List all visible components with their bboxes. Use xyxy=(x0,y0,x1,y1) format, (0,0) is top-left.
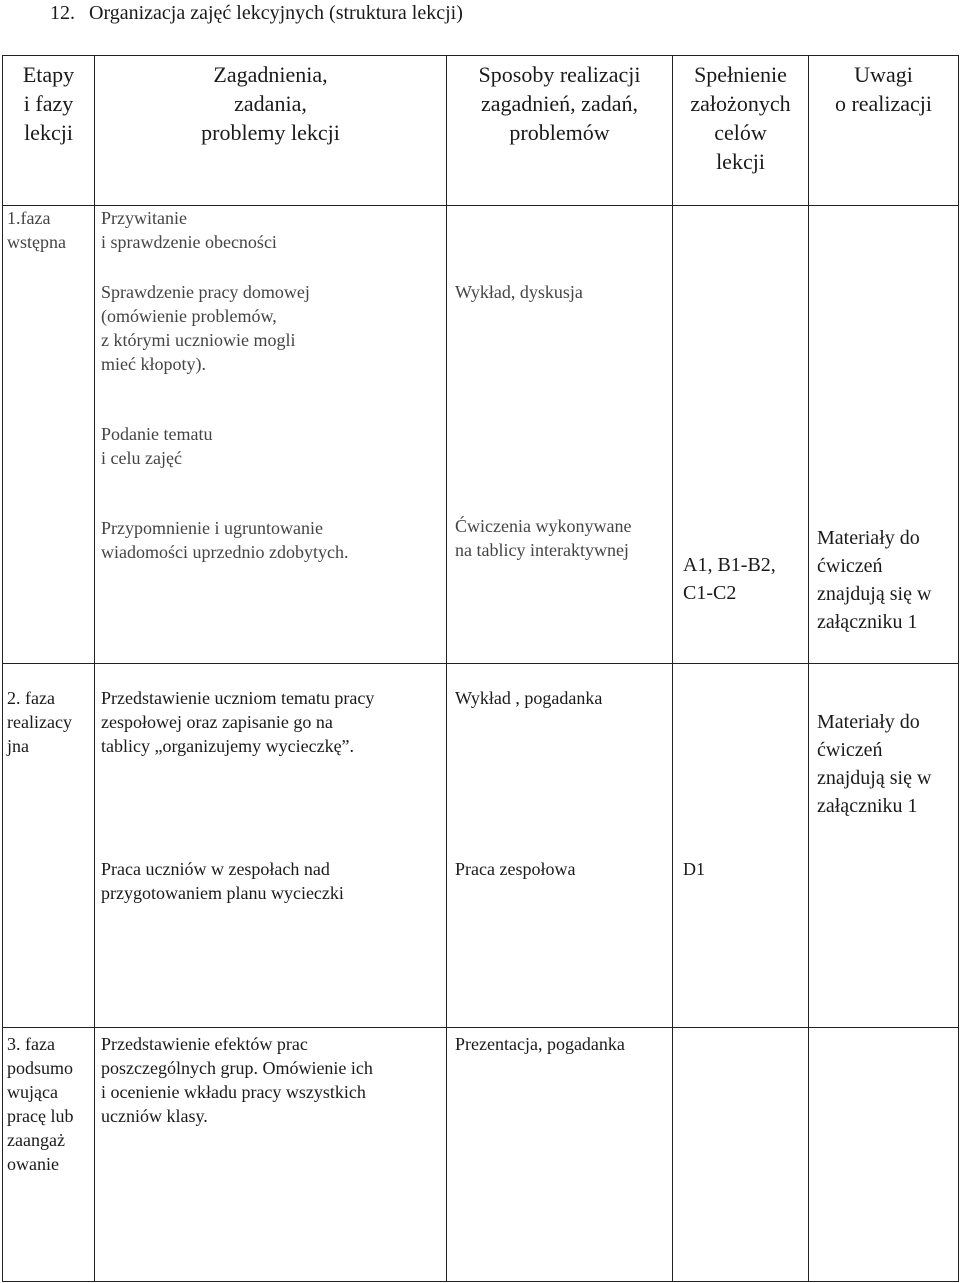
phase-3-goals-empty xyxy=(673,1028,809,1282)
phase-3-notes-empty xyxy=(809,1028,959,1282)
phase-2-stage: 2. faza realizacy jna xyxy=(7,688,72,756)
header-stage: Etapy i fazy lekcji xyxy=(22,62,75,145)
phase-1-topic-greeting: Przywitanie i sprawdzenie obecności xyxy=(101,208,277,252)
phase-1-method-lecture: Wykład, dyskusja xyxy=(455,282,583,302)
phase-2-method-teamwork: Praca zespołowa xyxy=(455,859,576,879)
phase-3-topic: Przedstawienie efektów prac poszczególnych grup. Omówienie ich i ocenienie wkładu pracy wszystkich uczniów klasy. xyxy=(101,1034,373,1126)
phase-1-stage: 1.faza wstępna xyxy=(7,208,66,252)
lesson-structure-table xyxy=(2,55,959,1282)
table-row-phase-1 xyxy=(3,206,959,664)
phase-1-topic-lesson-goal: Podanie tematu i celu zajęć xyxy=(101,424,213,468)
phase-1-notes: Materiały do ćwiczeń znajdują się w załączniku 1 xyxy=(817,527,932,633)
phase-3-method: Prezentacja, pogadanka xyxy=(455,1034,625,1054)
phase-1-topic-revision: Przypomnienie i ugruntowanie wiadomości uprzednio zdobytych. xyxy=(101,518,349,562)
header-notes: Uwagi o realizacji xyxy=(834,62,933,116)
phase-2-method-lecture: Wykład , pogadanka xyxy=(455,688,603,708)
table-row-phase-2 xyxy=(3,664,959,1028)
phase-1-topic-homework: Sprawdzenie pracy domowej (omówienie problemów, z którymi uczniowie mogli mieć kłopoty). xyxy=(101,282,310,374)
table-row-phase-3 xyxy=(3,1028,959,1282)
header-methods: Sposoby realizacji zagadnień, zadań, problemów xyxy=(478,62,641,145)
phase-2-goals: D1 xyxy=(683,859,705,879)
section-title: Organizacja zajęć lekcyjnych (struktura lekcji) xyxy=(89,2,463,24)
header-goals: Spełnienie założonych celów lekcji xyxy=(690,62,791,174)
phase-2-topic-teamwork: Praca uczniów w zespołach nad przygotowaniem planu wycieczki xyxy=(101,859,344,903)
phase-3-stage: 3. faza podsumo wująca pracę lub zaangaż owanie xyxy=(7,1034,74,1174)
phase-1-method-exercises: Ćwiczenia wykonywane na tablicy interaktywnej xyxy=(455,516,632,560)
section-heading xyxy=(50,0,463,26)
header-row xyxy=(3,56,959,206)
phase-1-goals: A1, B1-B2, C1-C2 xyxy=(683,554,776,604)
section-number: 12. xyxy=(50,2,75,24)
header-topics: Zagadnienia, zadania, problemy lekcji xyxy=(201,62,340,145)
phase-2-notes: Materiały do ćwiczeń znajdują się w załączniku 1 xyxy=(817,711,932,817)
phase-2-topic-presentation: Przedstawienie uczniom tematu pracy zespołowej oraz zapisanie go na tablicy „organizujemy wycieczkę”. xyxy=(101,688,375,756)
